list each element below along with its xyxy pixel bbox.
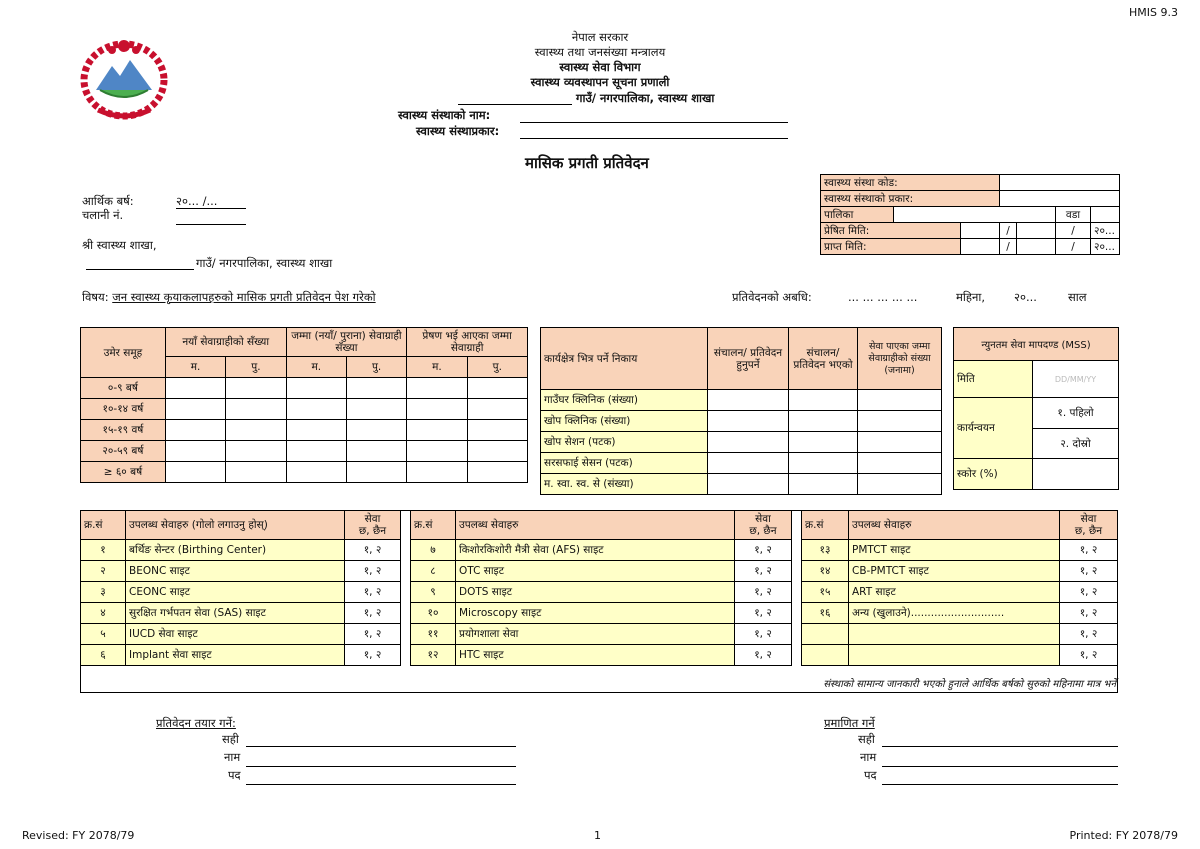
form-code: HMIS 9.3 <box>1129 6 1178 19</box>
period-label: प्रतिवेदनको अबधि: <box>732 290 812 304</box>
service-name: PMTCT साइट <box>849 540 1060 561</box>
service-number: ७ <box>411 540 456 561</box>
prepared-name-label: नाम <box>224 750 241 764</box>
service-number: ११ <box>411 624 456 645</box>
sn-header: क्र.सं <box>802 511 849 540</box>
service-availability[interactable]: १, २ <box>735 624 792 645</box>
addressee-line-2: गाउँ/ नगरपालिका, स्वास्थ्य शाखा <box>196 256 333 270</box>
subject-label: विषय: <box>82 290 109 304</box>
reported-header: संचालन/ प्रतिवेदन भएको <box>789 328 858 390</box>
unit-label: खोप सेशन (पटक) <box>541 432 708 453</box>
received-date-year[interactable]: २०... <box>1091 239 1120 255</box>
availability-header-l2: छ, छैन <box>1074 525 1103 537</box>
unit-label: सरसफाई सेसन (पटक) <box>541 453 708 474</box>
prepared-signature-label: सही <box>222 732 239 746</box>
received-date-slash-2: / <box>1056 239 1091 255</box>
mss-implementation-label: कार्यन्वयन <box>954 398 1033 459</box>
sent-date-day[interactable] <box>961 223 1000 239</box>
table-cell[interactable] <box>165 399 225 420</box>
nepal-emblem-icon <box>78 36 170 120</box>
services-header: उपलब्ध सेवाहरु <box>456 511 735 540</box>
approved-name-label: नाम <box>860 750 877 764</box>
table-cell[interactable] <box>789 432 858 453</box>
table-cell[interactable] <box>165 378 225 399</box>
table-cell[interactable] <box>346 462 406 483</box>
table-cell[interactable] <box>165 441 225 462</box>
fiscal-year-underline <box>176 208 246 209</box>
service-name: DOTS साइट <box>456 582 735 603</box>
service-name: CEONC साइट <box>126 582 345 603</box>
service-number: ९ <box>411 582 456 603</box>
service-availability[interactable]: १, २ <box>735 603 792 624</box>
addressee-palika-blank[interactable] <box>86 269 194 270</box>
service-number: १ <box>81 540 126 561</box>
service-availability[interactable]: १, २ <box>1060 582 1118 603</box>
mss-title: न्युनतम सेवा मापदण्ड (MSS) <box>954 328 1119 361</box>
sent-date-year[interactable]: २०... <box>1091 223 1120 239</box>
received-date-month[interactable] <box>1017 239 1056 255</box>
service-availability[interactable]: १, २ <box>735 582 792 603</box>
table-cell[interactable] <box>789 390 858 411</box>
to-run-header: संचालन/ प्रतिवेदन हुनुपर्ने <box>708 328 789 390</box>
table-row <box>802 561 1118 582</box>
table-cell[interactable] <box>858 390 942 411</box>
facility-type-field[interactable] <box>520 138 788 139</box>
service-name: OTC साइट <box>456 561 735 582</box>
services-note: संस्थाको सामान्य जानकारी भएको हुनाले आर्थिक बर्षको सुरुको महिनामा मात्र भर्ने <box>823 679 1116 690</box>
table-cell[interactable] <box>226 462 286 483</box>
table-row <box>81 603 401 624</box>
service-number: १४ <box>802 561 849 582</box>
table-cell[interactable] <box>226 441 286 462</box>
table-cell[interactable] <box>789 453 858 474</box>
table-cell[interactable] <box>346 399 406 420</box>
table-cell[interactable] <box>858 453 942 474</box>
table-cell[interactable] <box>708 390 789 411</box>
prepared-by-label: प्रतिवेदन तयार गर्ने: <box>156 716 236 730</box>
table-cell[interactable] <box>286 462 346 483</box>
table-row <box>541 453 942 474</box>
approved-signature-label: सही <box>858 732 875 746</box>
age-group-label: २०-५९ बर्ष <box>81 441 166 462</box>
table-cell[interactable] <box>858 432 942 453</box>
service-name: ART साइट <box>849 582 1060 603</box>
table-row <box>541 432 942 453</box>
facility-name-field[interactable] <box>520 122 788 123</box>
new-male-header: पु. <box>226 357 286 378</box>
table-cell[interactable] <box>467 420 527 441</box>
approved-by-label: प्रमाणित गर्ने <box>824 716 875 730</box>
table-row <box>541 411 942 432</box>
facility-type-label: स्वास्थ्य संस्थाप्रकार: <box>416 124 500 138</box>
received-date-label: प्राप्त मिति: <box>821 239 961 255</box>
subject-text: जन स्वास्थ्य कृयाकलापहरुको मासिक प्रगती प्रतिवेदन पेश गरेको <box>112 290 376 304</box>
service-name: BEONC साइट <box>126 561 345 582</box>
approved-signature-field[interactable] <box>882 746 1118 747</box>
table-cell[interactable] <box>226 399 286 420</box>
service-name: IUCD सेवा साइट <box>126 624 345 645</box>
table-cell[interactable] <box>708 474 789 495</box>
sn-header: क्र.सं <box>411 511 456 540</box>
header-hmis: स्वास्थ्य व्यवस्थापन सूचना प्रणाली <box>530 75 670 89</box>
facility-kind-label: स्वास्थ्य संस्थाको प्रकार: <box>821 191 1000 207</box>
table-cell[interactable] <box>789 474 858 495</box>
sent-date-slash-2: / <box>1056 223 1091 239</box>
table-row <box>802 645 1118 666</box>
facility-code-label: स्वास्थ्य संस्था कोड: <box>821 175 1000 191</box>
service-availability[interactable]: १, २ <box>735 561 792 582</box>
ward-label: वडा <box>1056 207 1091 223</box>
period-dots[interactable]: ... ... ... ... ... <box>848 290 918 304</box>
page-number: 1 <box>594 829 601 842</box>
approved-post-label: पद <box>864 768 877 782</box>
service-availability[interactable]: १, २ <box>735 645 792 666</box>
referred-clients-header: प्रेषण भई आएका जम्मा सेवाग्राही <box>407 328 528 357</box>
sn-header: क्र.सं <box>81 511 126 540</box>
table-cell[interactable] <box>708 453 789 474</box>
service-number: ८ <box>411 561 456 582</box>
sent-date-label: प्रेषित मिति: <box>821 223 961 239</box>
table-row <box>81 441 528 462</box>
table-row <box>81 378 528 399</box>
table-cell[interactable] <box>226 378 286 399</box>
service-name: सुरक्षित गर्भपतन सेवा (SAS) साइट <box>126 603 345 624</box>
facility-info-table <box>820 174 1120 255</box>
table-cell[interactable] <box>346 441 406 462</box>
age-group-table <box>80 327 528 483</box>
facility-name-label: स्वास्थ्य संस्थाको नाम: <box>398 108 491 122</box>
table-cell[interactable] <box>407 378 467 399</box>
sent-date-month[interactable] <box>1017 223 1056 239</box>
availability-header-l1: सेवा <box>1080 513 1097 525</box>
mss-date-label: मिति <box>954 361 1033 398</box>
table-cell[interactable] <box>467 462 527 483</box>
total-female-header: म. <box>286 357 346 378</box>
year-label: साल <box>1068 290 1087 304</box>
approved-name-field[interactable] <box>882 766 1118 767</box>
service-name: अन्य (खुलाउने)............................ <box>849 603 1060 624</box>
prepared-signature-field[interactable] <box>246 746 516 747</box>
age-group-label: ०-९ बर्ष <box>81 378 166 399</box>
prepared-post-label: पद <box>228 768 241 782</box>
table-row <box>81 582 401 603</box>
header-block <box>380 30 820 90</box>
table-row <box>411 624 792 645</box>
services-table-1 <box>80 510 401 666</box>
service-name[interactable] <box>849 645 1060 666</box>
service-number: ४ <box>81 603 126 624</box>
services-header: उपलब्ध सेवाहरु (गोलो लगाउनु होस्) <box>126 511 345 540</box>
service-availability[interactable]: १, २ <box>1060 645 1118 666</box>
received-date-day[interactable] <box>961 239 1000 255</box>
age-group-label: ≥ ६० बर्ष <box>81 462 166 483</box>
table-cell[interactable] <box>467 441 527 462</box>
table-cell[interactable] <box>407 420 467 441</box>
service-availability[interactable]: १, २ <box>1060 561 1118 582</box>
year-prefix[interactable]: २०... <box>1014 290 1037 304</box>
availability-header-l1: सेवा <box>755 513 771 525</box>
new-female-header: म. <box>165 357 225 378</box>
table-cell[interactable] <box>165 462 225 483</box>
palika-label: पालिका <box>821 207 894 223</box>
approved-post-field[interactable] <box>882 784 1118 785</box>
table-row <box>81 420 528 441</box>
service-availability[interactable]: १, २ <box>345 624 401 645</box>
mss-second-option[interactable]: २. दोस्रो <box>1033 429 1119 459</box>
outreach-table <box>540 327 942 495</box>
table-row <box>411 582 792 603</box>
table-cell[interactable] <box>286 399 346 420</box>
table-cell[interactable] <box>226 420 286 441</box>
report-title: मासिक प्रगती प्रतिवेदन <box>525 154 649 172</box>
availability-header-l1: सेवा <box>364 513 381 525</box>
service-number: ३ <box>81 582 126 603</box>
service-number: १० <box>411 603 456 624</box>
total-clients-header: जम्मा (नयाँ/ पुराना) सेवाग्राही सँख्या <box>286 328 407 357</box>
table-row <box>411 540 792 561</box>
new-clients-header: नयाँ सेवाग्राहीको सँख्या <box>165 328 286 357</box>
addressee-line: श्री स्वास्थ्य शाखा, <box>82 238 157 252</box>
service-availability[interactable]: १, २ <box>1060 603 1118 624</box>
table-cell[interactable] <box>286 441 346 462</box>
table-row <box>802 624 1118 645</box>
service-name: Implant सेवा साइट <box>126 645 345 666</box>
table-cell[interactable] <box>165 420 225 441</box>
unit-header: कार्यक्षेत्र भित्र पर्ने निकाय <box>541 328 708 390</box>
table-cell[interactable] <box>467 378 527 399</box>
mss-date-field[interactable]: DD/MM/YY <box>1033 361 1119 398</box>
table-row <box>81 540 401 561</box>
table-cell[interactable] <box>407 441 467 462</box>
service-availability[interactable]: १, २ <box>345 582 401 603</box>
service-name: HTC साइट <box>456 645 735 666</box>
age-group-header: उमेर समूह <box>81 328 166 378</box>
services-table-3 <box>801 510 1118 666</box>
service-name: किशोरकिशोरी मैत्री सेवा (AFS) साइट <box>456 540 735 561</box>
availability-header-l2: छ, छैन <box>749 525 777 537</box>
table-row <box>411 561 792 582</box>
table-row <box>411 603 792 624</box>
age-group-label: १०-१४ वर्ष <box>81 399 166 420</box>
service-name: CB-PMTCT साइट <box>849 561 1060 582</box>
table-cell[interactable] <box>286 420 346 441</box>
total-male-header: पु. <box>346 357 406 378</box>
mss-first-option[interactable]: १. पहिलो <box>1033 398 1119 429</box>
table-cell[interactable] <box>346 378 406 399</box>
service-name: प्रयोगशाला सेवा <box>456 624 735 645</box>
fiscal-year-label: आर्थिक बर्ष: <box>82 194 134 208</box>
table-cell[interactable] <box>407 462 467 483</box>
ward-field[interactable] <box>1091 207 1120 223</box>
printed-label: Printed: FY 2078/79 <box>1069 829 1178 842</box>
service-number: ५ <box>81 624 126 645</box>
palika-field[interactable] <box>894 207 1056 223</box>
service-number <box>802 624 849 645</box>
header-palika: गाउँ/ नगरपालिका, स्वास्थ्य शाखा <box>576 91 715 105</box>
dispatch-no-field[interactable] <box>176 224 246 225</box>
table-cell[interactable] <box>407 399 467 420</box>
table-row <box>802 582 1118 603</box>
table-cell[interactable] <box>467 399 527 420</box>
header-department: स्वास्थ्य सेवा विभाग <box>559 60 641 74</box>
service-availability[interactable]: १, २ <box>1060 624 1118 645</box>
clients-header: सेवा पाएका जम्मा सेवाग्राहीको संख्या (जनामा) <box>858 328 942 390</box>
table-row <box>541 474 942 495</box>
unit-label: गाउँघर क्लिनिक (संख्या) <box>541 390 708 411</box>
table-row <box>802 540 1118 561</box>
table-row <box>81 399 528 420</box>
unit-label: खोप क्लिनिक (संख्या) <box>541 411 708 432</box>
month-label: महिना, <box>956 290 985 304</box>
revised-label: Revised: FY 2078/79 <box>22 829 135 842</box>
table-row <box>802 603 1118 624</box>
sent-date-slash: / <box>1000 223 1017 239</box>
facility-kind-field[interactable] <box>1000 191 1120 207</box>
fiscal-year-value[interactable]: २०... /... <box>176 194 218 208</box>
table-row <box>81 624 401 645</box>
table-cell[interactable] <box>708 411 789 432</box>
header-government: नेपाल सरकार <box>571 30 629 44</box>
availability-header <box>345 511 401 540</box>
palika-blank[interactable] <box>458 104 572 105</box>
prepared-name-field[interactable] <box>246 766 516 767</box>
table-cell[interactable] <box>789 411 858 432</box>
service-availability[interactable]: १, २ <box>345 561 401 582</box>
unit-label: म. स्वा. स्व. से (संख्या) <box>541 474 708 495</box>
availability-header <box>1060 511 1118 540</box>
table-row <box>81 645 401 666</box>
ref-male-header: पु. <box>467 357 527 378</box>
service-number: १३ <box>802 540 849 561</box>
mss-score-field[interactable] <box>1033 459 1119 490</box>
table-row <box>411 645 792 666</box>
dispatch-no-label: चलानी नं. <box>82 208 124 222</box>
table-cell[interactable] <box>286 378 346 399</box>
availability-header-l2: छ, छैन <box>358 525 387 537</box>
service-number: ६ <box>81 645 126 666</box>
services-table-2 <box>410 510 792 666</box>
service-availability[interactable]: १, २ <box>345 603 401 624</box>
service-availability[interactable]: १, २ <box>735 540 792 561</box>
table-cell[interactable] <box>708 432 789 453</box>
service-availability[interactable]: १, २ <box>345 645 401 666</box>
received-date-slash: / <box>1000 239 1017 255</box>
service-number: १५ <box>802 582 849 603</box>
service-number: १६ <box>802 603 849 624</box>
services-header: उपलब्ध सेवाहरु <box>849 511 1060 540</box>
mss-table <box>953 327 1119 490</box>
prepared-post-field[interactable] <box>246 784 516 785</box>
table-cell[interactable] <box>858 411 942 432</box>
age-group-label: १५-१९ वर्ष <box>81 420 166 441</box>
service-name[interactable] <box>849 624 1060 645</box>
service-name: बर्थिङ सेन्टर (Birthing Center) <box>126 540 345 561</box>
table-row <box>541 390 942 411</box>
table-cell[interactable] <box>858 474 942 495</box>
table-row <box>81 561 401 582</box>
header-ministry: स्वास्थ्य तथा जनसंख्या मन्त्रालय <box>534 45 666 59</box>
service-availability[interactable]: १, २ <box>1060 540 1118 561</box>
table-cell[interactable] <box>346 420 406 441</box>
service-name: Microscopy साइट <box>456 603 735 624</box>
facility-code-field[interactable] <box>1000 175 1120 191</box>
service-number <box>802 645 849 666</box>
ref-female-header: म. <box>407 357 467 378</box>
subject-line <box>82 290 376 305</box>
service-number: २ <box>81 561 126 582</box>
mss-score-label: स्कोर (%) <box>954 459 1033 490</box>
table-row <box>81 462 528 483</box>
availability-header <box>735 511 792 540</box>
service-number: १२ <box>411 645 456 666</box>
service-availability[interactable]: १, २ <box>345 540 401 561</box>
